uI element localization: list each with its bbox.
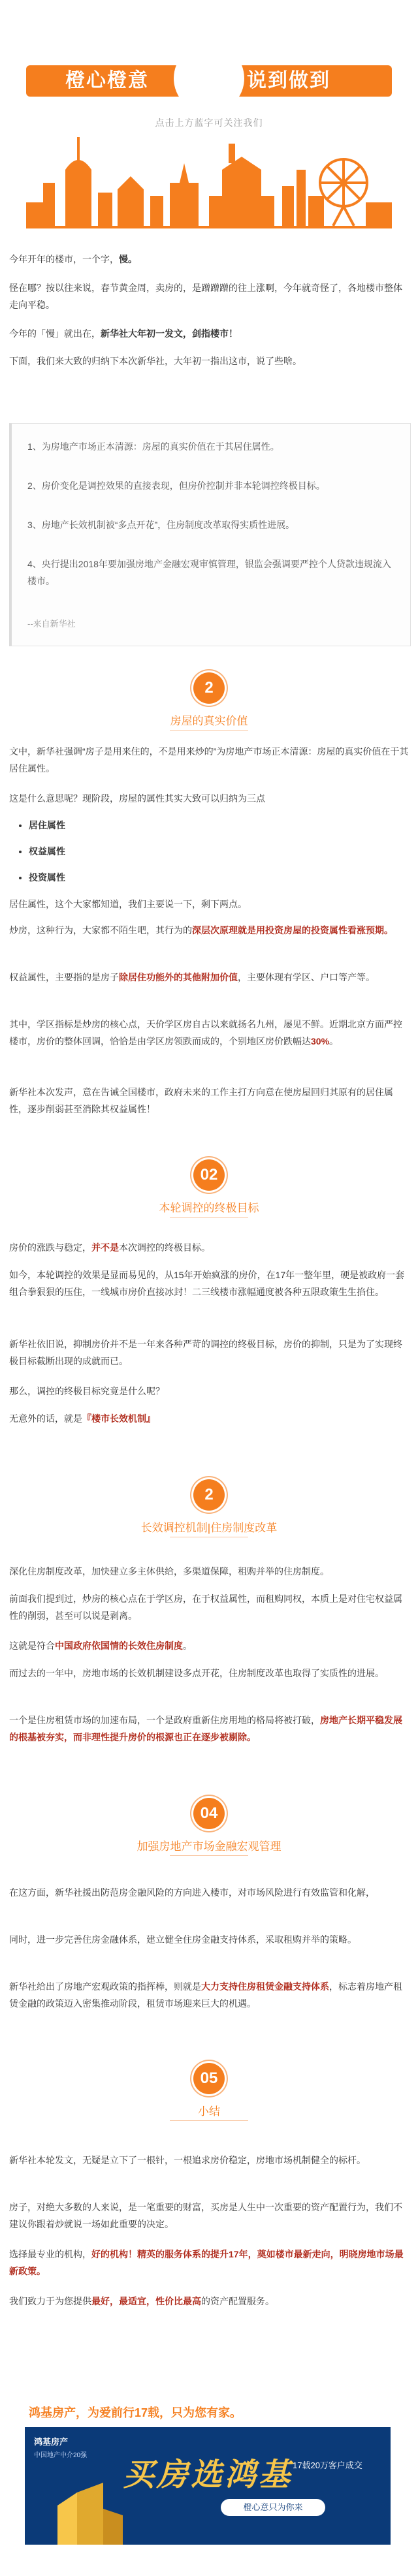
s4-p3-highlight: 大力支持住房租赁金融支持体系 [201,1981,329,1992]
s3-paragraph-5 [9,1712,409,1746]
s4-paragraph-2: 同时，进一步完善住房金融体系，建立健全住房金融支持体系，采取租购并举的策略。 [9,1934,357,1945]
quote-item-1: 1、为房地产市场正本清源：房屋的真实价值在于其居住属性。 [27,441,280,452]
intro-p3-text: 今年的「慢」就出在， [9,328,101,339]
section-1-number: 2 [193,672,225,704]
follow-hint[interactable]: 点击上方蓝字可关注我们 [155,118,263,128]
s1-paragraph-2: 这是什么意思呢？现阶段，房屋的属性其实大致可以归纳为三点 [9,793,265,804]
s2-paragraph-4: 那么，调控的终极目标究竟是什么呢？ [9,1386,165,1396]
s3-p5-text: 一个是住房租赁市场的加速布局，一个是政府重新住房用地的格局将被打破， [9,1715,320,1725]
ad-tagline: 17载20万客户成交 [293,2460,362,2470]
section-5-underline [170,2120,248,2121]
section-3-number: 2 [193,1479,225,1511]
footer-ad-title: 鸿基房产，为爱前行17载，只为您有家。 [29,2406,242,2419]
s3-p3-text: 这就是符合 [9,1641,55,1651]
s2-p1-highlight: 并不是 [91,1242,119,1253]
s1-p4-text: 炒房，这种行为，大家都不陌生吧，其行为的 [9,925,192,935]
s2-p1-tail: 本次调控的终极目标。 [119,1242,210,1253]
s1-p6-text: 其中，学区指标是炒房的核心点，天价学区房自古以来就扬名九州，屡见不鲜。近期北京方面严控楼市，房价的整体回调，恰恰是由学区房领跌而成的，个别地区房价跌幅达 [9,1019,402,1046]
s5-p4-text: 我们致力于为您提供 [9,2296,91,2306]
s4-p3-tail: ，标志着房地产租赁金融的政策迈入密集推动阶段，租赁市场迎来巨大的机遇。 [9,1981,402,2009]
brand-logo-sub: 中国地产中介20强 [34,2452,88,2459]
s1-paragraph-3: 居住属性，这个大家都知道，我们主要说一下，剩下两点。 [9,899,247,909]
s1-paragraph-6 [9,1016,409,1050]
s5-paragraph-2: 房子，对绝大多数的人来说，是一笔重要的财富，买房是人生中一次重要的资产配置行为，我们不建议你跟着炒就说一场如此重要的决定。 [9,2202,402,2229]
s3-p3-highlight: 中国政府依国情的长效住房制度 [55,1641,183,1651]
property-attribute-list [9,812,418,890]
section-1-title: 房屋的真实价值 [170,715,248,727]
gold-building-graphic [51,2479,129,2545]
s2-paragraph-1 [9,1239,409,1256]
intro-paragraph-2: 怪在哪？按以往来说，春节黄金周，卖房的，是蹭蹭蹭的往上涨啊，今年就奇怪了，各地楼市整体走向平稳。 [9,283,402,310]
intro-p1-text: 今年开年的楼市，一个字， [9,254,119,264]
intro-p3-bold: 新华社大年初一发文，剑指楼市！ [101,328,238,339]
s3-paragraph-1: 深化住房制度改革，加快建立多主体供给，多渠道保障，租购并举的住房制度。 [9,1566,329,1577]
s1-paragraph-4 [9,922,409,939]
s2-p5-text: 无意外的话，就是 [9,1413,82,1424]
quote-item-3: 3、房地产长效机制被“多点开花”，住房制度改革取得实质性进展。 [27,520,295,530]
quote-item-4: 4、央行提出2018年要加强房地产金融宏观审慎管理，银监会强调要严控个人贷款违规流入楼市。 [27,559,391,586]
s1-p6-percent: 30% [311,1036,330,1046]
section-4-number: 04 [193,1798,225,1829]
s1-paragraph-7: 新华社本次发声，意在告诫全国楼市，政府未来的工作主打方向意在使房屋回归其原有的居住属性，逐步削弱甚至消除其权益属性！ [9,1087,393,1114]
summary-quote-box [9,423,411,646]
s3-p5-highlight: 房地产长期平稳发展的根基被夯实，而非理性提升房价的根源也正在逐步被剔除。 [9,1715,402,1742]
quote-source: --来自新华社 [27,619,76,629]
s3-paragraph-2: 前面我们提到过，炒房的核心点在于学区房，在于权益属性，而租购同权，本质上是对住宅权益属性的削弱，甚至可以说是剥离。 [9,1594,402,1621]
s5-p3-highlight: 好的机构！精英的服务体系的提升17年，奠如楼市最新走向，明晓房地市场最新政策。 [9,2249,404,2276]
footer-ad-banner[interactable] [25,2427,391,2545]
s4-paragraph-1: 在这方面，新华社援出防范房金融风险的方向进入楼市，对市场风险进行有效监管和化解， [9,1887,375,1898]
header-right-text: 说到做到 [247,70,330,91]
s4-p3-text: 新华社给出了房地产宏观政策的指挥棒，则就是 [9,1981,201,1992]
s1-p5-highlight: 除居住功能外的其他附加价值 [119,972,238,982]
bullet-investment: • 投资属性 [29,864,418,890]
intro-paragraph-4: 下面，我们来大致的归纳下本次新华社，大年初一指出这市，说了些啥。 [9,356,302,366]
s1-p6-tail: 。 [329,1036,339,1046]
s1-p4-highlight: 深层次原理就是用投资房屋的投资属性看涨预期。 [192,925,393,935]
section-5-title: 小结 [198,2105,220,2118]
s5-p4-highlight: 最好，最适宜，性价比最高 [91,2296,201,2306]
s3-paragraph-4: 而过去的一年中，房地市场的长效机制建设多点开花，住房制度改革也取得了实质性的进展。 [9,1668,384,1678]
s5-paragraph-4 [9,2293,409,2310]
s1-paragraph-5 [9,969,409,986]
intro-paragraph-1 [9,251,409,268]
s1-paragraph-1: 文中，新华社强调“房子是用来住的，不是用来炒的”为房地产市场正本清源：房屋的真实价值在于其居住属性。 [9,746,409,774]
s3-p3-tail: 。 [183,1641,192,1651]
quote-item-2: 2、房价变化是调控效果的直接表现，但房价控制并非本轮调控终极目标。 [27,480,325,491]
header-logo-circle [176,46,242,111]
s1-p5-text: 权益属性，主要指的是房子 [9,972,119,982]
section-4-underline [170,1855,248,1856]
s5-p4-tail: 的资产配置服务。 [201,2296,274,2306]
section-5-number: 05 [193,2063,225,2094]
header-left-text: 橙心橙意 [65,70,149,91]
s2-paragraph-3: 新华社依旧说，抑制房价并不是一年来各种严苛的调控的终极目标，房价的抑制，只是为了实现终极目标截断出现的成就而已。 [9,1339,402,1366]
s3-paragraph-3 [9,1637,409,1654]
ad-slogan: 买房选鸿基 [123,2457,293,2493]
s2-paragraph-5 [9,1410,409,1427]
ad-tagline-pill: 橙心意只为你来 [221,2499,325,2516]
s5-paragraph-3 [9,2246,409,2280]
section-2-title: 本轮调控的终极目标 [159,1202,259,1214]
section-3-title: 长效调控机制|住房制度改革 [140,1522,278,1534]
intro-paragraph-3 [9,325,409,342]
header-divider [26,226,392,228]
bullet-residential: • 居住属性 [29,812,418,838]
section-4-title: 加强房地产市场金融宏观管理 [137,1840,281,1853]
section-2-number: 02 [193,1159,225,1191]
s1-p5-tail: ，主要体现有学区、户口等产等。 [238,972,375,982]
intro-p1-bold: 慢。 [119,254,137,264]
s5-p3-text: 选择最专业的机构， [9,2249,91,2259]
bullet-equity: • 权益属性 [29,838,418,864]
s4-paragraph-3 [9,1978,409,2012]
s2-p1-text: 房价的涨跌与稳定， [9,1242,91,1253]
city-skyline-illustration [26,131,392,228]
brand-logo-text: 鸿基房产 [34,2437,69,2447]
s5-paragraph-1: 新华社本轮发文，无疑是立下了一根针，一根追求房价稳定，房地市场机制健全的标杆。 [9,2155,366,2165]
s2-p5-highlight: 『楼市长效机制』 [82,1413,155,1424]
s2-paragraph-2: 如今，本轮调控的效果是显而易见的，从15年开始疯涨的房价，在17年一整年里，硬是被政府一套组合拳狠狠的压住，一线城市房价直接冰封！二三线楼市涨幅通度被各种五限政策生生掐住。 [9,1270,405,1297]
